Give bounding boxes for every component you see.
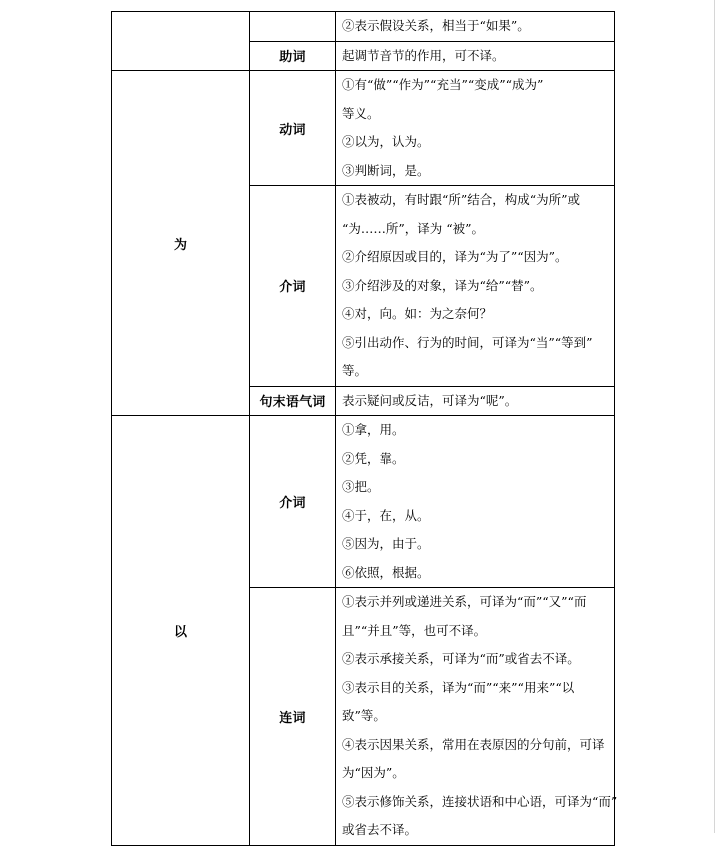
definition-line: ⑥依照，根据。	[342, 564, 430, 580]
definition-cell	[336, 12, 615, 42]
definition-cell	[336, 386, 615, 416]
definition-line: ②凭，靠。	[342, 450, 405, 466]
word-cell-yi: 以	[112, 416, 250, 846]
definition-line: ④对，向。如：为之奈何？	[342, 306, 493, 321]
definition-line: 或省去不译。	[342, 822, 418, 837]
definition-line: 等。	[342, 363, 368, 378]
function-word-table	[111, 11, 618, 846]
table-row	[112, 12, 615, 42]
pos-cell-final-particle: 句末语气词	[250, 386, 336, 416]
definition-line: ④于，在，从。	[342, 507, 430, 523]
pos-cell-preposition: 介词	[250, 416, 336, 588]
definition-line: 起调节音节的作用，可不译。	[342, 47, 505, 63]
definition-line: 且”“并且”等，也可不译。	[342, 622, 487, 638]
definition-line: 等义。	[342, 105, 380, 121]
definition-line: ①表示并列或递进关系，可译为“而”“又”“而	[342, 594, 587, 609]
pos-cell-continued	[250, 12, 336, 42]
definition-line: ⑤表示修饰关系，连接状语和中心语，可译为“而”	[342, 793, 618, 809]
definition-cell	[336, 588, 618, 846]
definition-line: ③判断词，是。	[342, 162, 430, 178]
definition-line: ③把。	[342, 479, 380, 494]
pos-cell-verb: 动词	[250, 71, 336, 186]
definition-line: ④表示因果关系，常用在表原因的分句前，可译	[342, 736, 605, 752]
definition-line: ②表示承接关系，可译为“而”或省去不译。	[342, 651, 580, 666]
definition-line: 致”等。	[342, 708, 386, 723]
definition-cell	[336, 416, 615, 588]
table-row	[112, 71, 615, 186]
definition-cell	[336, 186, 615, 387]
definition-line: ①表被动，有时跟“所”结合，构成“为所”或	[342, 192, 581, 207]
table-row	[112, 416, 615, 588]
definition-line: “为……所”，译为 “被”。	[342, 220, 485, 236]
definition-line: ①有“做”“作为”“充当”“变成”“成为”	[342, 77, 544, 92]
pos-cell-auxiliary: 助词	[250, 41, 336, 71]
definition-line: 表示疑问或反诘，可译为“呢”。	[342, 392, 518, 408]
definition-cell	[336, 71, 615, 186]
definition-line: ②以为，认为。	[342, 134, 430, 149]
definition-line: ③表示目的关系，译为“而”“来”“用来”“以	[342, 679, 575, 695]
definition-line: ⑤引出动作、行为的时间，可译为“当”“等到”	[342, 334, 593, 350]
definition-line: ⑤因为，由于。	[342, 536, 430, 551]
definition-line: ②表示假设关系，相当于“如果”。	[342, 18, 530, 33]
definition-line: ②介绍原因或目的，译为“为了”“因为”。	[342, 249, 568, 264]
pos-cell-preposition: 介词	[250, 186, 336, 387]
definition-line: ①拿，用。	[342, 422, 405, 437]
pos-cell-conjunction: 连词	[250, 588, 336, 846]
definition-line: 为“因为”。	[342, 765, 405, 780]
word-cell-wei: 为	[112, 71, 250, 416]
definition-line: ③介绍涉及的对象，译为“给”“替”。	[342, 277, 543, 293]
definition-cell	[336, 41, 615, 71]
word-cell-continued	[112, 12, 250, 71]
